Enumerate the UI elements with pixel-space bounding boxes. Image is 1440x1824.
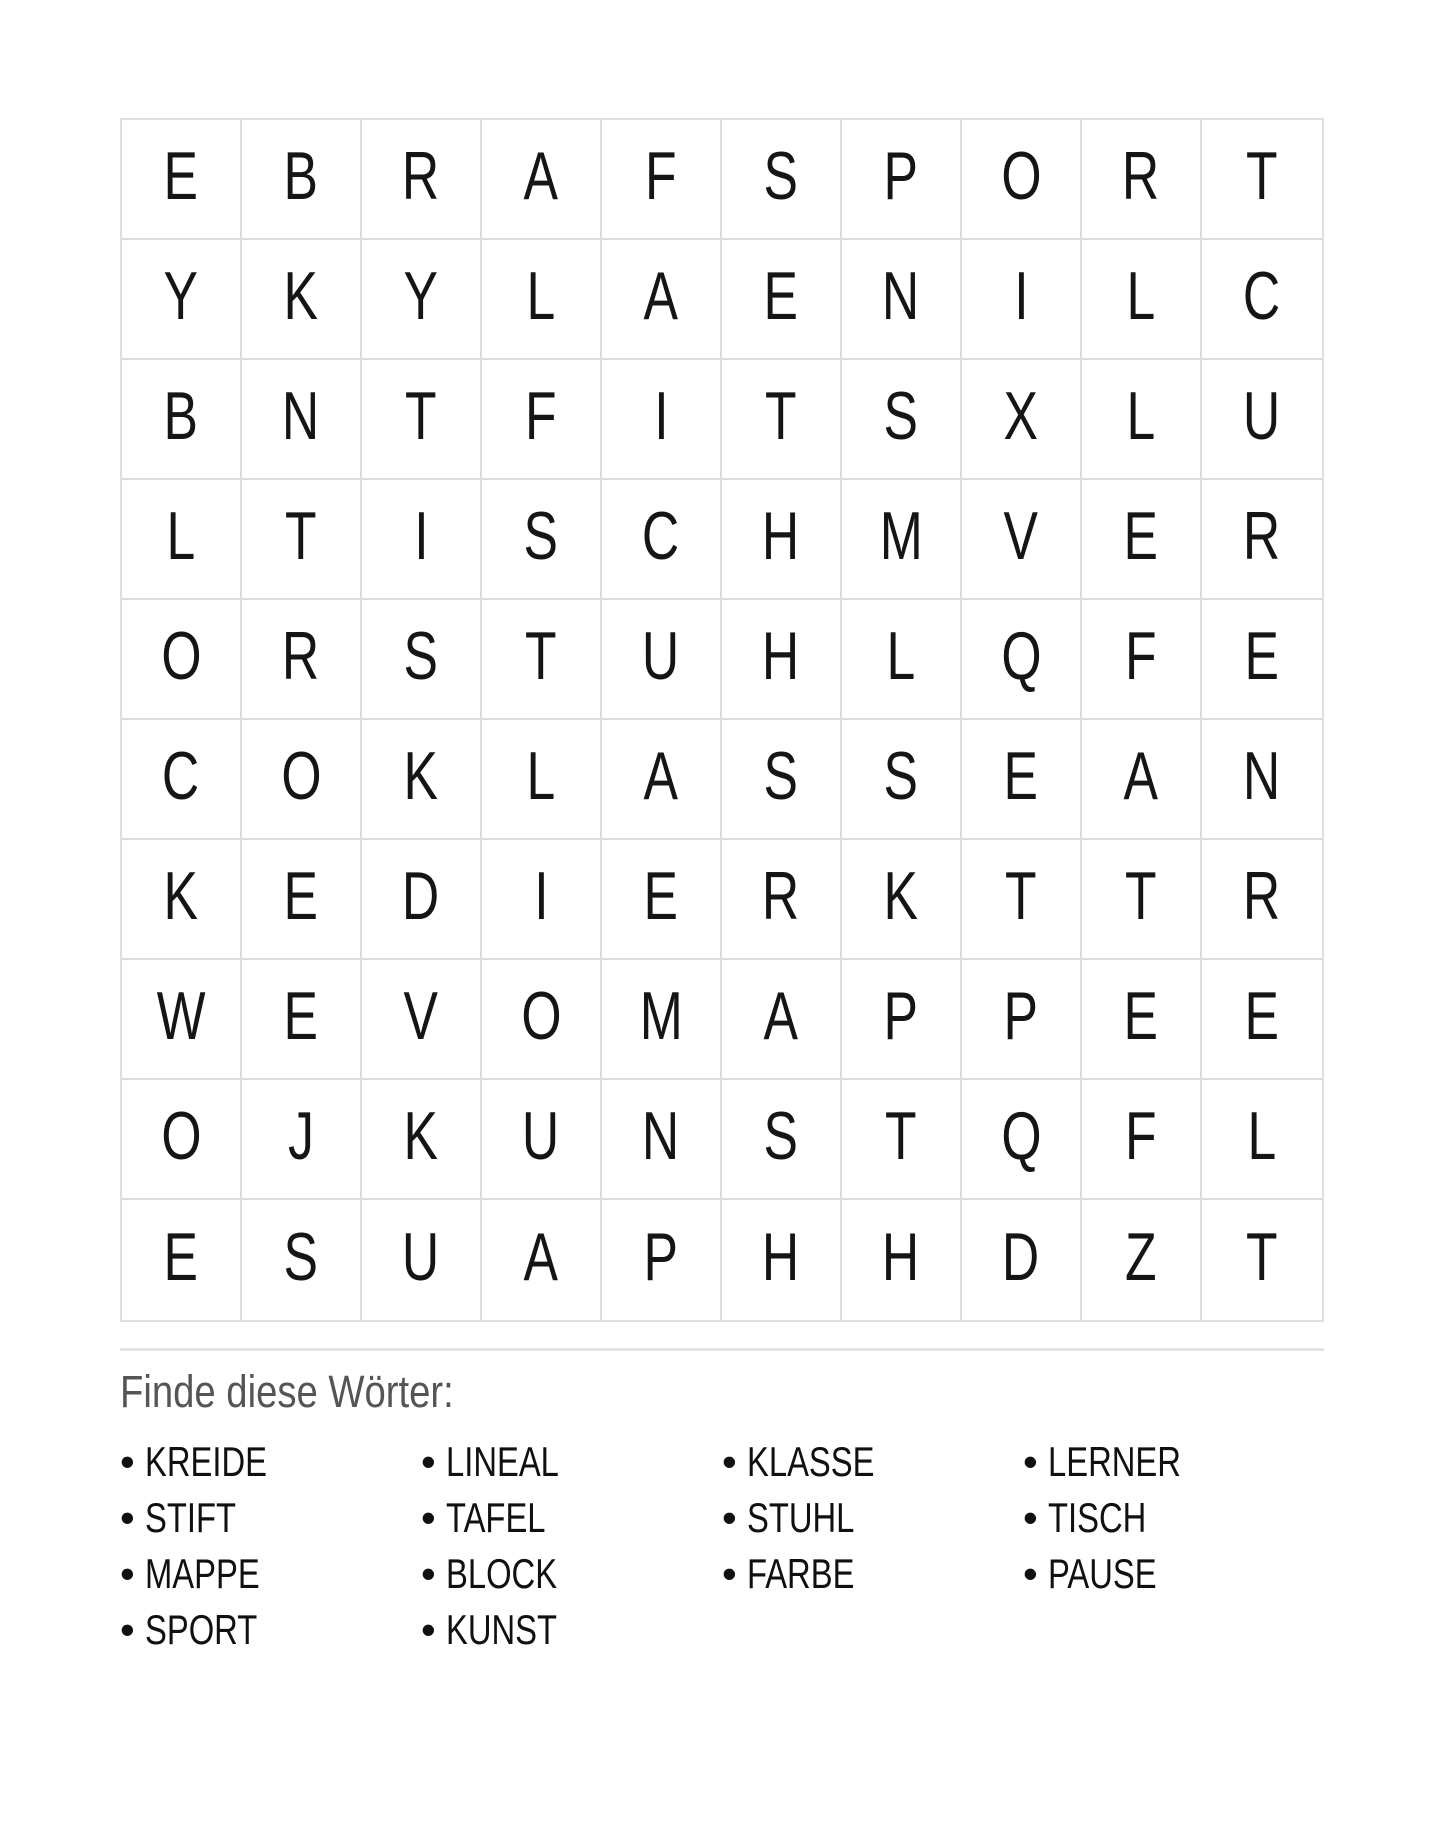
grid-letter: O	[280, 738, 322, 814]
word-label: SPORT	[144, 1606, 257, 1654]
grid-letter: H	[762, 618, 800, 694]
grid-cell-r6-c3[interactable]	[362, 720, 482, 840]
grid-letter: W	[156, 978, 206, 1054]
grid-letter: L	[166, 498, 196, 574]
grid-cell-r7-c9[interactable]	[1082, 840, 1202, 960]
grid-cell-r2-c5[interactable]	[602, 240, 722, 360]
word-item-stift	[120, 1494, 421, 1541]
grid-cell-r9-c6[interactable]	[722, 1080, 842, 1200]
grid-letter: S	[883, 738, 919, 814]
bullet-icon: •	[421, 1494, 436, 1542]
grid-cell-r1-c6[interactable]	[722, 120, 842, 240]
grid-letter: R	[1243, 858, 1281, 934]
grid-cell-r8-c7[interactable]	[842, 960, 962, 1080]
grid-cell-r9-c9[interactable]	[1082, 1080, 1202, 1200]
grid-letter: F	[525, 378, 557, 454]
grid-letter: E	[763, 258, 799, 334]
grid-letter: T	[525, 618, 557, 694]
grid-cell-r9-c8[interactable]	[962, 1080, 1082, 1200]
bullet-icon: •	[120, 1606, 135, 1654]
grid-cell-r8-c9[interactable]	[1082, 960, 1202, 1080]
grid-cell-r4-c3[interactable]	[362, 480, 482, 600]
grid-cell-r4-c9[interactable]	[1082, 480, 1202, 600]
grid-cell-r5-c6[interactable]	[722, 600, 842, 720]
grid-cell-r4-c1[interactable]	[122, 480, 242, 600]
grid-cell-r1-c7[interactable]	[842, 120, 962, 240]
grid-cell-r5-c3[interactable]	[362, 600, 482, 720]
grid-letter: N	[282, 378, 320, 454]
grid-letter: N	[882, 258, 920, 334]
grid-letter: T	[765, 378, 797, 454]
grid-letter: D	[402, 858, 440, 934]
word-item-pause	[1023, 1550, 1324, 1597]
grid-letter: T	[1246, 1219, 1278, 1295]
grid-cell-r10-c3[interactable]	[362, 1200, 482, 1320]
word-label: STIFT	[144, 1494, 236, 1542]
grid-letter: C	[1243, 258, 1281, 334]
grid-letter: T	[1005, 858, 1037, 934]
grid-cell-r1-c2[interactable]	[242, 120, 362, 240]
grid-letter: U	[642, 618, 680, 694]
word-item-sport	[120, 1606, 421, 1653]
grid-cell-r3-c2[interactable]	[242, 360, 362, 480]
grid-cell-r10-c7[interactable]	[842, 1200, 962, 1320]
grid-letter: L	[886, 618, 916, 694]
word-label: BLOCK	[445, 1550, 557, 1598]
grid-cell-r7-c3[interactable]	[362, 840, 482, 960]
grid-cell-r5-c7[interactable]	[842, 600, 962, 720]
grid-cell-r5-c8[interactable]	[962, 600, 1082, 720]
grid-letter: A	[643, 738, 679, 814]
grid-cell-r8-c1[interactable]	[122, 960, 242, 1080]
grid-letter: C	[162, 738, 200, 814]
bullet-icon: •	[722, 1494, 737, 1542]
grid-cell-r1-c4[interactable]	[482, 120, 602, 240]
divider	[120, 1348, 1324, 1351]
grid-letter: S	[763, 138, 799, 214]
grid-cell-r8-c2[interactable]	[242, 960, 362, 1080]
grid-letter: Q	[1000, 1098, 1042, 1174]
word-item-farbe	[722, 1550, 1023, 1597]
bullet-icon: •	[421, 1550, 436, 1598]
grid-letter: T	[285, 498, 317, 574]
word-item-lineal	[421, 1438, 722, 1485]
grid-letter: E	[163, 1219, 199, 1295]
word-item-kunst	[421, 1606, 722, 1653]
grid-cell-r1-c8[interactable]	[962, 120, 1082, 240]
grid-letter: A	[523, 138, 559, 214]
grid-cell-r10-c8[interactable]	[962, 1200, 1082, 1320]
grid-letter: F	[645, 138, 677, 214]
grid-cell-r9-c1[interactable]	[122, 1080, 242, 1200]
grid-letter: S	[883, 378, 919, 454]
grid-cell-r2-c9[interactable]	[1082, 240, 1202, 360]
grid-cell-r10-c5[interactable]	[602, 1200, 722, 1320]
grid-cell-r2-c10[interactable]	[1202, 240, 1322, 360]
grid-cell-r9-c4[interactable]	[482, 1080, 602, 1200]
grid-cell-r7-c4[interactable]	[482, 840, 602, 960]
grid-letter: R	[402, 138, 440, 214]
grid-cell-r9-c2[interactable]	[242, 1080, 362, 1200]
grid-cell-r6-c4[interactable]	[482, 720, 602, 840]
grid-cell-r4-c7[interactable]	[842, 480, 962, 600]
grid-cell-r10-c10[interactable]	[1202, 1200, 1322, 1320]
grid-letter: T	[1125, 858, 1157, 934]
bullet-icon: •	[120, 1438, 135, 1486]
grid-cell-r4-c10[interactable]	[1202, 480, 1322, 600]
grid-letter: T	[1246, 138, 1278, 214]
grid-letter: K	[163, 858, 199, 934]
grid-letter: V	[403, 978, 439, 1054]
grid-cell-r7-c7[interactable]	[842, 840, 962, 960]
word-item-lerner	[1023, 1438, 1324, 1485]
grid-cell-r9-c7[interactable]	[842, 1080, 962, 1200]
bullet-icon: •	[722, 1550, 737, 1598]
bullet-icon: •	[722, 1438, 737, 1486]
word-label: KLASSE	[746, 1438, 875, 1486]
grid-letter: A	[763, 978, 799, 1054]
grid-letter: O	[160, 618, 202, 694]
grid-cell-r3-c6[interactable]	[722, 360, 842, 480]
word-item-stuhl	[722, 1494, 1023, 1541]
word-search-grid	[120, 118, 1324, 1322]
grid-cell-r1-c9[interactable]	[1082, 120, 1202, 240]
grid-letter: R	[1122, 138, 1160, 214]
grid-letter: K	[403, 738, 439, 814]
grid-letter: E	[1123, 978, 1159, 1054]
grid-cell-r10-c2[interactable]	[242, 1200, 362, 1320]
grid-letter: H	[762, 498, 800, 574]
grid-cell-r9-c3[interactable]	[362, 1080, 482, 1200]
grid-letter: E	[1003, 738, 1039, 814]
grid-letter: S	[403, 618, 439, 694]
grid-letter: P	[883, 138, 919, 214]
grid-cell-r8-c4[interactable]	[482, 960, 602, 1080]
grid-cell-r10-c6[interactable]	[722, 1200, 842, 1320]
bullet-icon: •	[120, 1494, 135, 1542]
grid-letter: E	[643, 858, 679, 934]
grid-letter: Z	[1125, 1219, 1157, 1295]
grid-cell-r6-c8[interactable]	[962, 720, 1082, 840]
grid-letter: P	[883, 978, 919, 1054]
grid-letter: L	[1126, 378, 1156, 454]
grid-letter: U	[1243, 378, 1281, 454]
grid-letter: V	[1003, 498, 1039, 574]
grid-letter: L	[526, 258, 556, 334]
grid-cell-r8-c6[interactable]	[722, 960, 842, 1080]
grid-cell-r6-c5[interactable]	[602, 720, 722, 840]
grid-cell-r3-c1[interactable]	[122, 360, 242, 480]
word-label: LINEAL	[445, 1438, 559, 1486]
grid-letter: K	[403, 1098, 439, 1174]
grid-letter: A	[1123, 738, 1159, 814]
grid-cell-r5-c9[interactable]	[1082, 600, 1202, 720]
grid-letter: R	[282, 618, 320, 694]
word-item-tafel	[421, 1494, 722, 1541]
grid-letter: B	[283, 138, 319, 214]
grid-cell-r1-c5[interactable]	[602, 120, 722, 240]
bullet-icon: •	[421, 1606, 436, 1654]
grid-letter: H	[882, 1219, 920, 1295]
grid-cell-r4-c5[interactable]	[602, 480, 722, 600]
grid-letter: R	[762, 858, 800, 934]
grid-cell-r8-c3[interactable]	[362, 960, 482, 1080]
grid-letter: K	[883, 858, 919, 934]
grid-cell-r6-c7[interactable]	[842, 720, 962, 840]
grid-cell-r2-c3[interactable]	[362, 240, 482, 360]
grid-letter: R	[1243, 498, 1281, 574]
grid-letter: I	[533, 858, 549, 934]
grid-letter: B	[163, 378, 199, 454]
word-label: STUHL	[746, 1494, 855, 1542]
grid-cell-r2-c8[interactable]	[962, 240, 1082, 360]
word-label: MAPPE	[144, 1550, 260, 1598]
grid-letter: E	[283, 978, 319, 1054]
word-item-kreide	[120, 1438, 421, 1485]
grid-cell-r4-c8[interactable]	[962, 480, 1082, 600]
grid-letter: A	[643, 258, 679, 334]
grid-cell-r3-c5[interactable]	[602, 360, 722, 480]
grid-cell-r6-c6[interactable]	[722, 720, 842, 840]
grid-letter: F	[1125, 1098, 1157, 1174]
bullet-icon: •	[421, 1438, 436, 1486]
grid-letter: E	[1244, 978, 1280, 1054]
grid-cell-r2-c1[interactable]	[122, 240, 242, 360]
grid-letter: O	[160, 1098, 202, 1174]
grid-cell-r3-c8[interactable]	[962, 360, 1082, 480]
grid-cell-r2-c6[interactable]	[722, 240, 842, 360]
grid-letter: O	[1000, 138, 1042, 214]
grid-cell-r3-c3[interactable]	[362, 360, 482, 480]
grid-letter: D	[1002, 1219, 1040, 1295]
grid-letter: S	[763, 738, 799, 814]
grid-letter: L	[1126, 258, 1156, 334]
bullet-icon: •	[1023, 1494, 1038, 1542]
grid-cell-r6-c1[interactable]	[122, 720, 242, 840]
grid-letter: S	[763, 1098, 799, 1174]
grid-cell-r9-c5[interactable]	[602, 1080, 722, 1200]
word-label: LERNER	[1047, 1438, 1181, 1486]
grid-letter: S	[523, 498, 559, 574]
grid-letter: O	[520, 978, 562, 1054]
word-item-tisch	[1023, 1494, 1324, 1541]
grid-letter: Y	[403, 258, 439, 334]
word-list-heading-label: Finde diese Wörter:	[120, 1366, 454, 1417]
grid-letter: X	[1003, 378, 1039, 454]
grid-letter: I	[653, 378, 669, 454]
grid-letter: E	[1244, 618, 1280, 694]
grid-cell-r4-c6[interactable]	[722, 480, 842, 600]
grid-cell-r5-c5[interactable]	[602, 600, 722, 720]
grid-cell-r3-c10[interactable]	[1202, 360, 1322, 480]
grid-cell-r2-c4[interactable]	[482, 240, 602, 360]
word-item-block	[421, 1550, 722, 1597]
grid-cell-r7-c6[interactable]	[722, 840, 842, 960]
grid-cell-r9-c10[interactable]	[1202, 1080, 1322, 1200]
grid-cell-r5-c1[interactable]	[122, 600, 242, 720]
grid-cell-r1-c1[interactable]	[122, 120, 242, 240]
grid-cell-r6-c2[interactable]	[242, 720, 362, 840]
grid-letter: N	[1243, 738, 1281, 814]
word-item-klasse	[722, 1438, 1023, 1485]
grid-letter: U	[402, 1219, 440, 1295]
word-label: TAFEL	[445, 1494, 546, 1542]
grid-cell-r2-c2[interactable]	[242, 240, 362, 360]
grid-letter: K	[283, 258, 319, 334]
grid-cell-r10-c9[interactable]	[1082, 1200, 1202, 1320]
word-label: PAUSE	[1047, 1550, 1157, 1598]
grid-letter: J	[288, 1098, 314, 1174]
grid-letter: T	[885, 1098, 917, 1174]
worksheet-page	[120, 118, 1322, 1653]
grid-letter: P	[1003, 978, 1039, 1054]
grid-letter: S	[283, 1219, 319, 1295]
grid-cell-r6-c9[interactable]	[1082, 720, 1202, 840]
grid-cell-r5-c4[interactable]	[482, 600, 602, 720]
word-item-mappe	[120, 1550, 421, 1597]
grid-letter: P	[643, 1219, 679, 1295]
grid-cell-r7-c10[interactable]	[1202, 840, 1322, 960]
grid-cell-r8-c8[interactable]	[962, 960, 1082, 1080]
word-label: KREIDE	[144, 1438, 267, 1486]
grid-cell-r2-c7[interactable]	[842, 240, 962, 360]
grid-cell-r8-c10[interactable]	[1202, 960, 1322, 1080]
word-list	[120, 1438, 1322, 1653]
grid-cell-r5-c10[interactable]	[1202, 600, 1322, 720]
grid-cell-r3-c4[interactable]	[482, 360, 602, 480]
grid-cell-r10-c1[interactable]	[122, 1200, 242, 1320]
word-label: KUNST	[445, 1606, 557, 1654]
grid-letter: I	[413, 498, 429, 574]
grid-cell-r10-c4[interactable]	[482, 1200, 602, 1320]
grid-letter: E	[163, 138, 199, 214]
grid-cell-r7-c8[interactable]	[962, 840, 1082, 960]
grid-cell-r1-c3[interactable]	[362, 120, 482, 240]
grid-letter: L	[1247, 1098, 1277, 1174]
grid-letter: M	[639, 978, 683, 1054]
bullet-icon: •	[1023, 1550, 1038, 1598]
grid-letter: E	[283, 858, 319, 934]
word-label: FARBE	[746, 1550, 855, 1598]
grid-letter: E	[1123, 498, 1159, 574]
bullet-icon: •	[120, 1550, 135, 1598]
grid-cell-r3-c9[interactable]	[1082, 360, 1202, 480]
bullet-icon: •	[1023, 1438, 1038, 1486]
grid-cell-r1-c10[interactable]	[1202, 120, 1322, 240]
grid-letter: U	[522, 1098, 560, 1174]
grid-letter: Y	[163, 258, 199, 334]
word-label: TISCH	[1047, 1494, 1146, 1542]
grid-cell-r3-c7[interactable]	[842, 360, 962, 480]
grid-cell-r7-c1[interactable]	[122, 840, 242, 960]
grid-letter: C	[642, 498, 680, 574]
grid-cell-r4-c4[interactable]	[482, 480, 602, 600]
grid-letter: Q	[1000, 618, 1042, 694]
grid-cell-r7-c2[interactable]	[242, 840, 362, 960]
grid-letter: H	[762, 1219, 800, 1295]
grid-cell-r8-c5[interactable]	[602, 960, 722, 1080]
word-list-heading	[120, 1365, 1322, 1418]
grid-letter: M	[879, 498, 923, 574]
grid-letter: A	[523, 1219, 559, 1295]
grid-cell-r4-c2[interactable]	[242, 480, 362, 600]
grid-cell-r5-c2[interactable]	[242, 600, 362, 720]
grid-cell-r7-c5[interactable]	[602, 840, 722, 960]
grid-letter: N	[642, 1098, 680, 1174]
grid-letter: L	[526, 738, 556, 814]
grid-letter: T	[405, 378, 437, 454]
grid-letter: F	[1125, 618, 1157, 694]
grid-cell-r6-c10[interactable]	[1202, 720, 1322, 840]
grid-letter: I	[1013, 258, 1029, 334]
